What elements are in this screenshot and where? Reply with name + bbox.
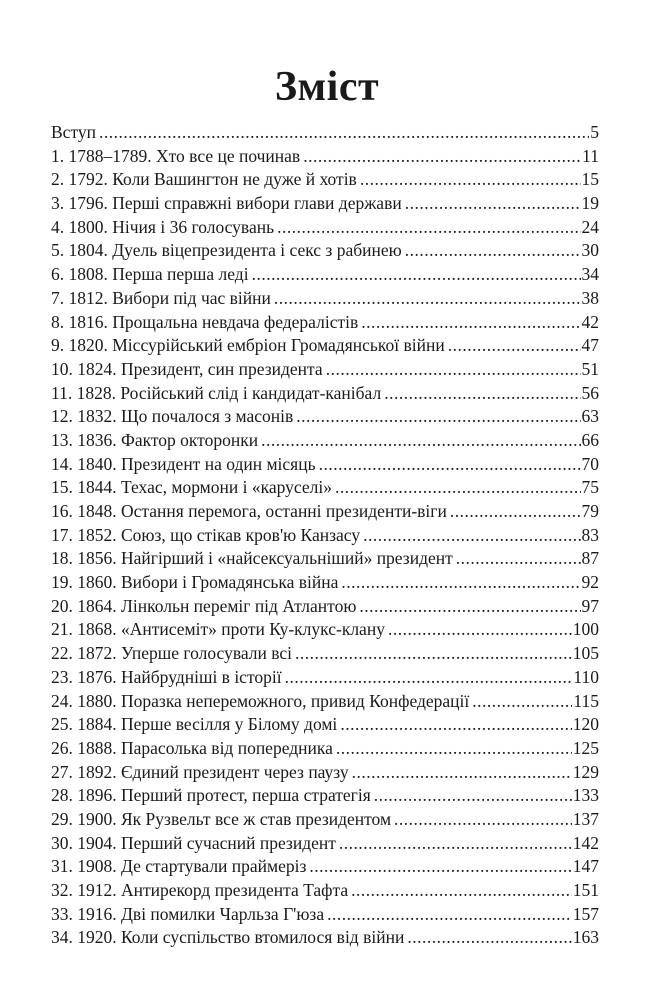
toc-dot-leader bbox=[295, 642, 572, 666]
toc-dot-leader bbox=[360, 168, 581, 192]
toc-entry[interactable] bbox=[51, 358, 599, 382]
toc-entry-title: 29. 1900. Як Рузвельт все ж став президентом bbox=[51, 808, 392, 829]
toc-dot-leader bbox=[277, 216, 580, 240]
toc-dot-leader bbox=[296, 405, 580, 429]
toc-entry[interactable] bbox=[51, 216, 599, 240]
toc-entry-page-number: 42 bbox=[581, 311, 599, 332]
toc-entry-title: 7. 1812. Вибори під час війни bbox=[51, 287, 271, 308]
toc-entry-title: 28. 1896. Перший протест, перша стратегія bbox=[51, 785, 371, 806]
toc-dot-leader bbox=[407, 926, 571, 950]
toc-dot-leader bbox=[341, 571, 580, 595]
toc-entry-page-number: 133 bbox=[572, 785, 599, 806]
toc-entry-page-number: 30 bbox=[581, 240, 599, 261]
toc-entry-title: 34. 1920. Коли суспільство втомилося від війни bbox=[51, 927, 405, 948]
toc-dot-leader bbox=[456, 547, 581, 571]
toc-entry-title: 14. 1840. Президент на один місяць bbox=[51, 453, 316, 474]
toc-entry-title: 6. 1808. Перша перша леді bbox=[51, 264, 249, 285]
toc-entry[interactable] bbox=[51, 263, 599, 287]
toc-entry-page-number: 19 bbox=[581, 193, 599, 214]
toc-entry-page-number: 157 bbox=[572, 903, 599, 924]
toc-entry-page-number: 75 bbox=[581, 477, 599, 498]
toc-entry-title: 5. 1804. Дуель віцепрезидента і секс з рабинею bbox=[51, 240, 402, 261]
toc-dot-leader bbox=[99, 121, 589, 145]
toc-entry-title: 30. 1904. Перший сучасний президент bbox=[51, 832, 336, 853]
toc-dot-leader bbox=[388, 618, 572, 642]
toc-entry-title: 21. 1868. «Антисеміт» проти Ку-клукс-клану bbox=[51, 619, 385, 640]
toc-entry-page-number: 11 bbox=[582, 145, 599, 166]
toc-entry-title: 17. 1852. Союз, що стікав кров'ю Канзасу bbox=[51, 524, 361, 545]
toc-entry-title: 32. 1912. Антирекорд президента Тафта bbox=[51, 880, 349, 900]
toc-entry-page-number: 110 bbox=[573, 666, 599, 687]
toc-entry-page-number: 87 bbox=[581, 548, 599, 569]
toc-dot-leader bbox=[285, 666, 573, 690]
toc-entry[interactable] bbox=[51, 737, 599, 761]
toc-entry[interactable] bbox=[51, 453, 599, 477]
toc-entry-page-number: 137 bbox=[572, 808, 599, 829]
toc-entry-page-number: 5 bbox=[590, 122, 599, 142]
toc-entry-page-number: 34 bbox=[581, 264, 599, 285]
toc-dot-leader bbox=[261, 429, 580, 453]
toc-dot-leader bbox=[359, 595, 580, 619]
toc-entry[interactable] bbox=[51, 405, 599, 429]
toc-entry-page-number: 97 bbox=[581, 595, 599, 616]
toc-entry-title: 20. 1864. Лінкольн переміг під Атлантою bbox=[51, 595, 357, 616]
toc-entry-title: 33. 1916. Дві помилки Чарльза Г'юза bbox=[51, 903, 325, 924]
toc-entry[interactable] bbox=[51, 761, 599, 785]
toc-entry[interactable] bbox=[51, 879, 599, 903]
toc-dot-leader bbox=[450, 500, 581, 524]
toc-dot-leader bbox=[351, 879, 572, 903]
toc-dot-leader bbox=[336, 737, 572, 761]
toc-entry[interactable] bbox=[51, 571, 599, 595]
toc-entry[interactable] bbox=[51, 121, 599, 145]
toc-dot-leader bbox=[361, 311, 580, 335]
toc-entry-title: 13. 1836. Фактор окторонки bbox=[51, 429, 259, 450]
toc-entry-title: 18. 1856. Найгірший і «найсексуальніший» президент bbox=[51, 548, 453, 569]
page-title: Зміст bbox=[274, 64, 380, 110]
toc-entry-page-number: 15 bbox=[581, 169, 599, 190]
toc-entry[interactable] bbox=[51, 382, 599, 406]
toc-entry[interactable] bbox=[51, 476, 599, 500]
toc-entry[interactable] bbox=[51, 500, 599, 524]
toc-entry-title: Вступ bbox=[51, 122, 96, 142]
toc-entry-page-number: 92 bbox=[581, 572, 599, 593]
toc-dot-leader bbox=[327, 903, 572, 927]
toc-entry[interactable] bbox=[51, 192, 599, 216]
toc-entry-page-number: 56 bbox=[581, 382, 599, 403]
toc-entry-title: 4. 1800. Нічия і 36 голосувань bbox=[51, 216, 275, 237]
toc-entry-title: 23. 1876. Найбрудніші в історії bbox=[51, 666, 282, 687]
toc-entry-title: 3. 1796. Перші справжні вибори глави держави bbox=[51, 193, 402, 214]
toc-entry-title: 10. 1824. Президент, син президента bbox=[51, 358, 323, 379]
toc-entry-title: 26. 1888. Парасолька від попередника bbox=[51, 737, 333, 758]
toc-dot-leader bbox=[340, 713, 571, 737]
toc-entry-page-number: 63 bbox=[581, 406, 599, 427]
toc-entry-title: 19. 1860. Вибори і Громадянська війна bbox=[51, 572, 339, 593]
toc-dot-leader bbox=[405, 239, 581, 263]
toc-entry-title: 12. 1832. Що почалося з масонів bbox=[51, 406, 294, 427]
toc-entry-page-number: 120 bbox=[572, 714, 599, 735]
toc-entry[interactable] bbox=[51, 713, 599, 737]
toc-entry[interactable] bbox=[51, 287, 599, 311]
toc-entry[interactable] bbox=[51, 429, 599, 453]
toc-entry-title: 15. 1844. Техас, мормони і «каруселі» bbox=[51, 477, 332, 498]
toc-entry-page-number: 142 bbox=[572, 832, 599, 853]
toc-entry-page-number: 115 bbox=[573, 690, 599, 711]
toc-entry-page-number: 100 bbox=[572, 619, 599, 640]
toc-entry[interactable] bbox=[51, 239, 599, 263]
toc-entry[interactable] bbox=[51, 524, 599, 548]
toc-dot-leader bbox=[363, 524, 580, 548]
toc-entry-page-number: 125 bbox=[572, 737, 599, 758]
toc-entry-page-number: 24 bbox=[581, 216, 599, 237]
toc-dot-leader bbox=[394, 808, 572, 832]
toc-entry-page-number: 51 bbox=[581, 358, 599, 379]
toc-dot-leader bbox=[319, 453, 581, 477]
toc-entry[interactable] bbox=[51, 926, 599, 950]
toc-entry-page-number: 83 bbox=[581, 524, 599, 545]
toc-entry-page-number: 163 bbox=[572, 927, 599, 948]
toc-entry[interactable] bbox=[51, 168, 599, 192]
toc-entry-page-number: 47 bbox=[581, 335, 599, 356]
toc-entry-title: 24. 1880. Поразка непереможного, привид Конфедерації bbox=[51, 690, 470, 711]
toc-entry[interactable] bbox=[51, 784, 599, 808]
toc-entry-page-number: 129 bbox=[572, 761, 599, 782]
toc-entry[interactable] bbox=[51, 547, 599, 571]
toc-entry-title: 25. 1884. Перше весілля у Білому домі bbox=[51, 714, 338, 735]
toc-entry-page-number: 70 bbox=[581, 453, 599, 474]
table-of-contents bbox=[51, 121, 599, 950]
toc-entry[interactable] bbox=[51, 832, 599, 856]
toc-dot-leader bbox=[448, 334, 581, 358]
toc-entry[interactable] bbox=[51, 618, 599, 642]
toc-entry[interactable] bbox=[51, 666, 599, 690]
toc-entry-page-number: 151 bbox=[572, 880, 599, 900]
toc-entry-page-number: 105 bbox=[572, 643, 599, 664]
toc-entry-title: 22. 1872. Уперше голосували всі bbox=[51, 643, 293, 664]
toc-entry[interactable] bbox=[51, 690, 599, 714]
toc-entry[interactable] bbox=[51, 595, 599, 619]
toc-entry-title: 27. 1892. Єдиний президент через паузу bbox=[51, 761, 349, 782]
toc-dot-leader bbox=[252, 263, 581, 287]
toc-entry[interactable] bbox=[51, 642, 599, 666]
toc-entry-title: 8. 1816. Прощальна невдача федералістів bbox=[51, 311, 359, 332]
toc-dot-leader bbox=[274, 287, 581, 311]
toc-entry[interactable] bbox=[51, 808, 599, 832]
toc-entry-page-number: 38 bbox=[581, 287, 599, 308]
toc-dot-leader bbox=[374, 784, 572, 808]
toc-dot-leader bbox=[405, 192, 581, 216]
toc-entry-title: 1. 1788–1789. Хто все це починав bbox=[51, 145, 301, 166]
toc-dot-leader bbox=[335, 476, 581, 500]
toc-entry[interactable] bbox=[51, 334, 599, 358]
toc-entry-title: 2. 1792. Коли Вашингтон не дуже й хотів bbox=[51, 169, 357, 190]
toc-entry-title: 16. 1848. Остання перемога, останні президенти-віги bbox=[51, 501, 447, 521]
toc-entry-title: 9. 1820. Міссурійський ембріон Громадянської війни bbox=[51, 335, 445, 356]
toc-dot-leader bbox=[384, 382, 580, 406]
toc-entry-title: 31. 1908. Де стартували праймеріз bbox=[51, 856, 307, 877]
toc-entry[interactable] bbox=[51, 855, 599, 879]
toc-entry-page-number: 79 bbox=[581, 501, 599, 521]
toc-dot-leader bbox=[303, 145, 581, 169]
toc-entry[interactable] bbox=[51, 311, 599, 335]
toc-entry-title: 11. 1828. Російський слід і кандидат-канібал bbox=[51, 382, 382, 403]
toc-dot-leader bbox=[326, 358, 581, 382]
toc-entry[interactable] bbox=[51, 903, 599, 927]
toc-dot-leader bbox=[309, 855, 571, 879]
toc-entry-page-number: 147 bbox=[572, 856, 599, 877]
toc-entry[interactable] bbox=[51, 145, 599, 169]
toc-dot-leader bbox=[472, 690, 572, 714]
toc-dot-leader bbox=[352, 761, 572, 785]
toc-dot-leader bbox=[339, 832, 572, 856]
toc-entry-page-number: 66 bbox=[581, 429, 599, 450]
